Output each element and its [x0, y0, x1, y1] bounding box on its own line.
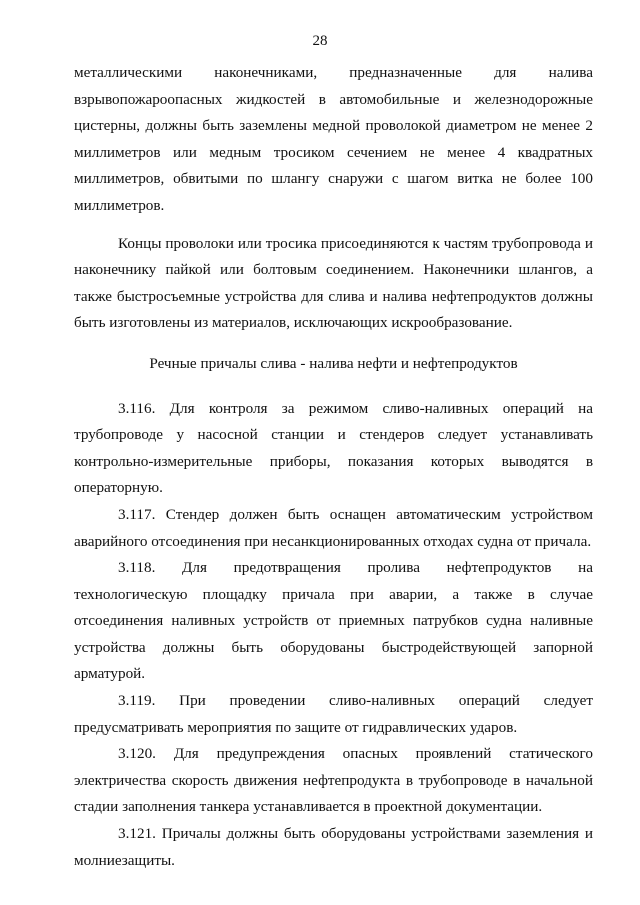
clause-3-116: 3.116. Для контроля за режимом сливо-наливных операций на трубопроводе у насосной станции и стендеров следует устанавливать контрольно-измерительные приборы, показания которых выводятся в операторную. [74, 399, 593, 497]
section-heading: Речные причалы слива - налива нефти и нефтепродуктов [149, 354, 518, 372]
page-number: 28 [312, 33, 328, 49]
clause-3-121: 3.121. Причалы должны быть оборудованы устройствами заземления и молниезащиты. [74, 825, 593, 869]
clause-3-118: 3.118. Для предотвращения пролива нефтепродуктов на технологическую площадку причала при аварии, а также в случае отсоединения наливных устройств от приемных патрубков судна наливные устройства должны быть оборудованы быстродействующей запорной арматурой. [74, 559, 593, 683]
paragraph-wire-ends: Концы проволоки или тросика присоединяются к частям трубопровода и наконечнику пайкой или болтовым соединением. Наконечники шлангов, а также быстросъемные устройства для слива и налива нефтепродуктов должны быть изготовлены из материалов, исключающих искрообразование. [74, 234, 593, 332]
paragraph-continuation: металлическими наконечниками, предназначенные для налива взрывопожароопасных жидкостей в автомобильные и железнодорожные цистерны, должны быть заземлены медной проволокой диаметром не менее 2 миллиметров или медным тросиком сечением не менее 4 квадратных миллиметров, обвитыми по шлангу снаружи с шагом витка не более 100 миллиметров. [74, 64, 593, 214]
document-body [74, 60, 593, 874]
clause-3-120: 3.120. Для предупреждения опасных проявлений статического электричества скорость движения нефтепродукта в трубопроводе в начальной стадии заполнения танкера устанавливается в проектной документации. [74, 745, 593, 816]
clause-3-119: 3.119. При проведении сливо-наливных операций следует предусматривать мероприятия по защите от гидравлических ударов. [74, 692, 593, 736]
clause-3-117: 3.117. Стендер должен быть оснащен автоматическим устройством аварийного отсоединения при несанкционированных отходах судна от причала. [74, 505, 593, 550]
